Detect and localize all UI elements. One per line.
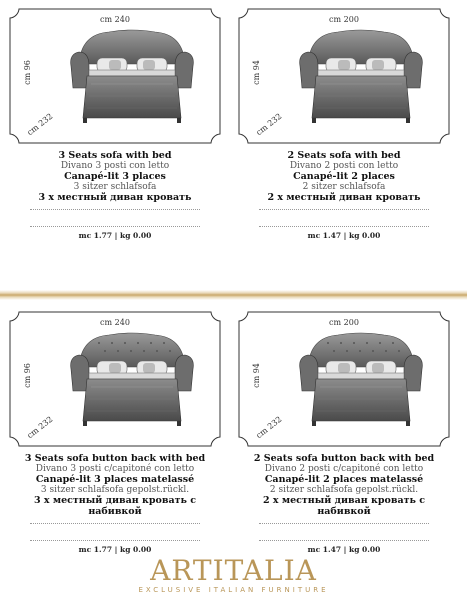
name-russian: 2 х местный диван кровать xyxy=(267,192,421,203)
name-french: Canapé-lit 3 places matelassé xyxy=(35,474,195,485)
dotted-line xyxy=(30,519,200,524)
sofa-bed-image xyxy=(69,329,195,429)
name-german: 2 sitzer schlafsofa xyxy=(302,182,386,192)
brand-name: ARTITALIA xyxy=(150,554,317,587)
product-description xyxy=(9,150,221,240)
width-dimension: cm 240 xyxy=(100,318,130,327)
dotted-line xyxy=(259,538,429,541)
dotted-line xyxy=(259,519,429,524)
name-russian: 3 х местный диван кровать с набивкой xyxy=(33,495,197,517)
volume-weight: mc 1.77 | kg 0.00 xyxy=(78,545,152,554)
height-dimension: cm 94 xyxy=(251,363,261,388)
dotted-line xyxy=(30,224,200,227)
name-english: 3 Seats sofa button back with bed xyxy=(24,453,206,464)
name-russian: 3 х местный диван кровать xyxy=(38,192,192,203)
sofa-bed-image xyxy=(298,329,424,429)
name-english: 2 Seats sofa button back with bed xyxy=(253,453,435,464)
name-german: 3 sitzer schlafsofa gepolst.rückl. xyxy=(40,485,190,495)
width-dimension: cm 240 xyxy=(100,15,130,24)
sofa-bed-image xyxy=(69,26,195,126)
depth-dimension: cm 232 xyxy=(25,111,55,138)
product-description xyxy=(9,453,221,554)
sofa-bed-image xyxy=(298,26,424,126)
name-italian: Divano 2 posti c/capitoné con letto xyxy=(264,464,424,474)
name-english: 2 Seats sofa with bed xyxy=(287,150,401,161)
width-dimension: cm 200 xyxy=(329,15,359,24)
name-english: 3 Seats sofa with bed xyxy=(58,150,172,161)
brand-tagline: EXCLUSIVE ITALIAN FURNITURE xyxy=(138,586,329,594)
dotted-line xyxy=(259,205,429,210)
name-french: Canapé-lit 3 places xyxy=(64,171,166,182)
depth-dimension: cm 232 xyxy=(254,414,284,441)
brand-logo xyxy=(0,554,467,594)
volume-weight: mc 1.47 | kg 0.00 xyxy=(307,231,381,240)
volume-weight: mc 1.77 | kg 0.00 xyxy=(78,231,152,240)
width-dimension: cm 200 xyxy=(329,318,359,327)
height-dimension: cm 96 xyxy=(22,60,32,85)
depth-dimension: cm 232 xyxy=(254,111,284,138)
height-dimension: cm 94 xyxy=(251,60,261,85)
name-italian: Divano 3 posti c/capitoné con letto xyxy=(35,464,195,474)
name-german: 2 sitzer schlafsofa gepolst.rückl. xyxy=(269,485,419,495)
name-german: 3 sitzer schlafsofa xyxy=(73,182,157,192)
name-italian: Divano 3 posti con letto xyxy=(60,161,170,171)
name-russian: 2 х местный диван кровать с набивкой xyxy=(262,495,426,517)
dotted-line xyxy=(259,224,429,227)
name-french: Canapé-lit 2 places matelassé xyxy=(264,474,424,485)
name-french: Canapé-lit 2 places xyxy=(293,171,395,182)
name-italian: Divano 2 posti con letto xyxy=(289,161,399,171)
dotted-line xyxy=(30,538,200,541)
product-description xyxy=(238,453,450,554)
depth-dimension: cm 232 xyxy=(25,414,55,441)
gold-divider xyxy=(0,290,467,300)
product-description xyxy=(238,150,450,240)
volume-weight: mc 1.47 | kg 0.00 xyxy=(307,545,381,554)
height-dimension: cm 96 xyxy=(22,363,32,388)
dotted-line xyxy=(30,205,200,210)
